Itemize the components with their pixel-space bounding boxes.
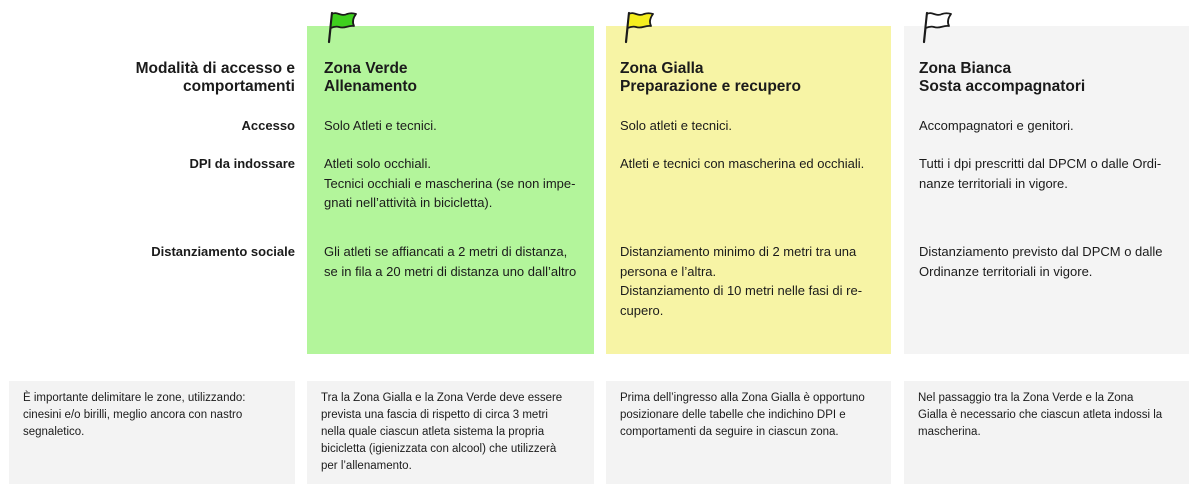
note-box (606, 381, 891, 484)
zona-gialla-dist-line: Distanziamento minimo di 2 metri tra una (620, 244, 857, 259)
note-box (9, 381, 295, 484)
row-label-accesso: Accesso (241, 118, 295, 133)
note-line: comportamenti da seguire in ciascun zona. (620, 426, 839, 438)
zona-gialla-header (620, 60, 801, 96)
zona-verde-dpi (324, 154, 576, 213)
zona-bianca-header (919, 60, 1085, 96)
zona-gialla-dist-line: cupero. (620, 302, 664, 318)
zona-bianca-subtitle: Sosta accompagnatori (919, 78, 1086, 95)
zona-verde-dist-line: Gli atleti se affiancati a 2 metri di distanza, (324, 244, 568, 259)
note-line: per l’allenamento. (321, 460, 412, 472)
green-flag-icon (323, 9, 359, 45)
note-line: nella quale ciascun atleta sistema la propria (321, 426, 545, 438)
note-line: Prima dell’ingresso alla Zona Gialla è opportuno (620, 392, 865, 404)
note-line: mascherina. (918, 426, 981, 438)
zona-gialla-dpi-line: Atleti e tecnici con mascherina ed occhiali. (620, 156, 865, 171)
note-line: segnaletico. (23, 426, 85, 438)
zona-bianca-accesso: Accompagnatori e genitori. (919, 118, 1074, 133)
row-label-dpi: DPI da indossare (189, 156, 295, 171)
section-title (95, 60, 295, 96)
note-line: cinesini e/o birilli, meglio ancora con nastro (23, 409, 243, 421)
note-line: prevista una fascia di rispetto di circa 3 metri (321, 409, 548, 421)
zona-verde-dist-line: se in fila a 20 metri di distanza uno dall’altro (324, 263, 577, 279)
note-line: È importante delimitare le zone, utilizzando: (23, 392, 246, 404)
zona-verde-dpi-line: Tecnici occhiali e mascherina (se non impe- (324, 175, 576, 191)
zona-verde-dpi-line: Atleti solo occhiali. (324, 156, 431, 171)
zona-verde-accesso: Solo Atleti e tecnici. (324, 118, 437, 133)
zona-bianca-name: Zona Bianca (919, 60, 1012, 77)
note-line: bicicletta (igienizzata con alcool) che utilizzerà (321, 443, 557, 455)
zona-bianca-distanziamento (919, 242, 1175, 281)
zona-verde-header (324, 60, 417, 96)
note-box (307, 381, 594, 484)
zona-bianca-dist-line: Ordinanze territoriali in vigore. (919, 263, 1093, 279)
section-title-line1: Modalità di accesso e (135, 60, 295, 77)
note-line: Tra la Zona Gialla e la Zona Verde deve essere (321, 392, 563, 404)
note-line: Gialla è necessario che ciascun atleta indossi la (918, 409, 1163, 421)
section-title-line2: comportamenti (183, 78, 295, 95)
note-box (904, 381, 1189, 484)
note-line: Nel passaggio tra la Zona Verde e la Zona (918, 392, 1134, 404)
zona-verde-dpi-line: gnati nell’attività in bicicletta). (324, 195, 493, 210)
zona-gialla-name: Zona Gialla (620, 60, 704, 77)
zona-bianca-dpi-line: nanze territoriali in vigore. (919, 175, 1068, 191)
zona-gialla-accesso: Solo atleti e tecnici. (620, 118, 733, 133)
zona-gialla-distanziamento (620, 242, 877, 320)
zona-gialla-subtitle: Preparazione e recupero (620, 78, 801, 95)
zona-gialla-dist-line: persona e l’altra. (620, 263, 717, 279)
zona-verde-subtitle: Allenamento (324, 78, 418, 95)
row-label-distanziamento: Distanziamento sociale (151, 244, 295, 259)
zona-verde-name: Zona Verde (324, 60, 408, 77)
zona-bianca-dist-line: Distanziamento previsto dal DPCM o dalle (919, 244, 1163, 259)
zona-bianca-dpi-line: Tutti i dpi prescritti dal DPCM o dalle Ordi- (919, 156, 1162, 171)
zona-verde-distanziamento (324, 242, 579, 281)
note-line: posizionare delle tabelle che indichino DPI e (620, 409, 846, 421)
yellow-flag-icon (620, 9, 656, 45)
zona-gialla-dist-line: Distanziamento di 10 metri nelle fasi di re- (620, 283, 863, 298)
white-flag-icon (918, 9, 954, 45)
zona-gialla-dpi (620, 154, 875, 174)
zona-bianca-dpi (919, 154, 1175, 193)
